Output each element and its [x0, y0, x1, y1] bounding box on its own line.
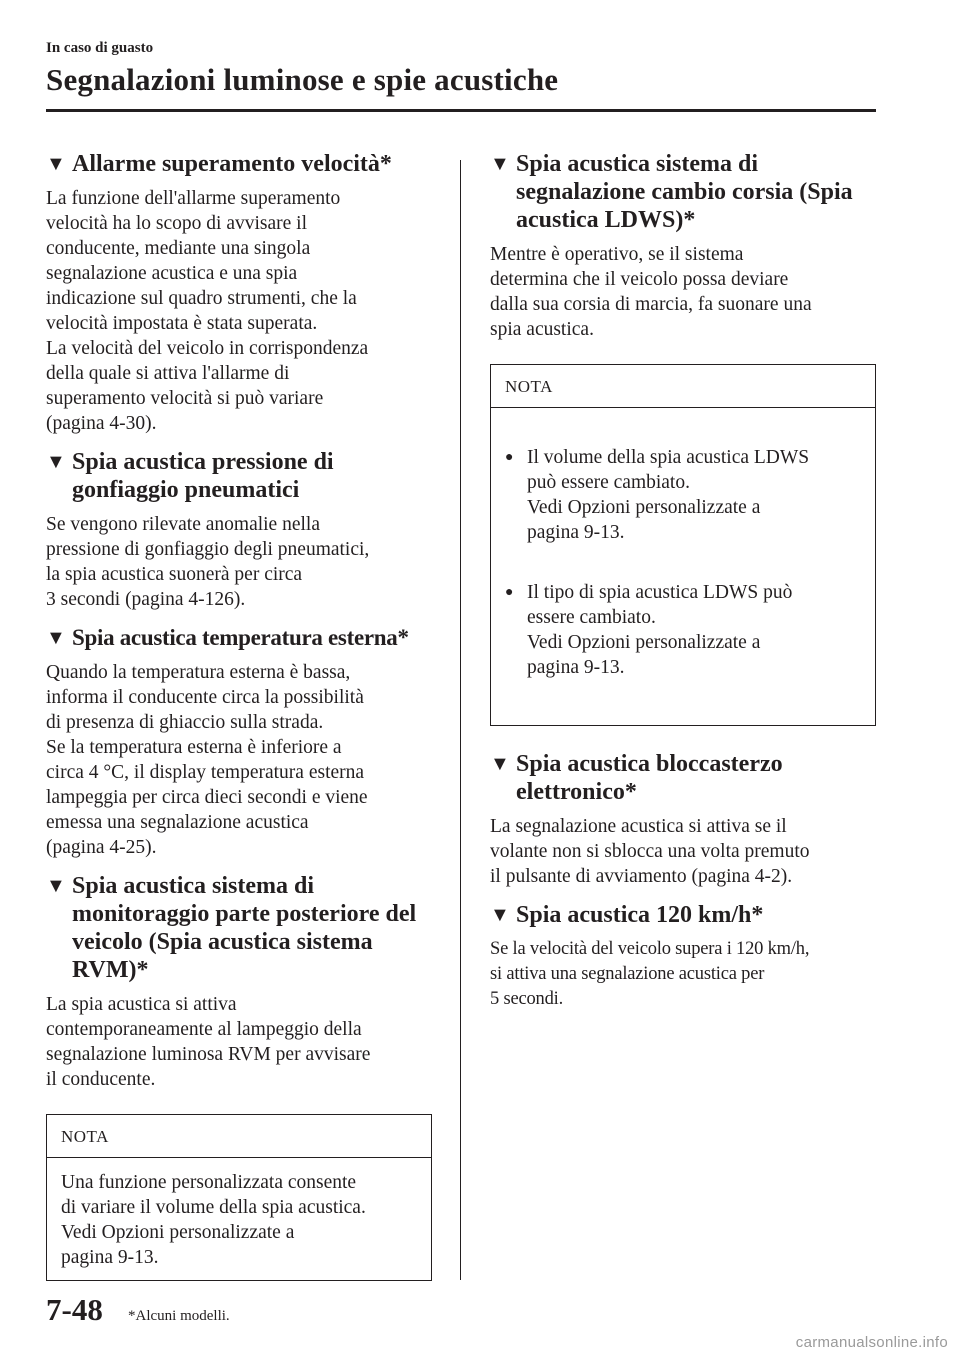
- section-heading-120kmh: ▼ Spia acustica 120 km/h*: [490, 902, 764, 928]
- section-body-rvm: La spia acustica si attiva contemporaneamente al lampeggio della segnalazione luminosa RVM per avvisare il conducente.: [46, 994, 371, 1090]
- page-title: Segnalazioni luminose e spie acustiche: [46, 62, 559, 97]
- section-body-steering-lock: La segnalazione acustica si attiva se il volante non si sblocca una volta premuto il pulsante di avviamento (pagina 4-2).: [490, 816, 810, 887]
- page-number: 7-48: [46, 1292, 103, 1327]
- triangle-down-icon: ▼: [46, 153, 66, 175]
- note-body: Una funzione personalizzata consente di variare il volume della spia acustica. Vedi Opzioni personalizzate a pagina 9-13.: [61, 1172, 366, 1268]
- section-heading-tire-pressure: ▼ Spia acustica pressione di gonfiaggio pneumatici: [46, 449, 334, 503]
- triangle-down-icon: ▼: [46, 451, 66, 473]
- section-body-speed-alarm: La funzione dell'allarme superamento velocità ha lo scopo di avvisare il conducente, mediante una singola segnalazione acustica e una spia indicazione sul quadro strumenti, che la velocità impostata è stata superata. La velocità del veicolo in corrispondenza della quale si attiva l'allarme di superamento velocità si può variare (pagina 4-30).: [46, 188, 369, 434]
- bullet-dot-icon: ●: [505, 450, 514, 465]
- footnote: *Alcuni modelli.: [128, 1308, 230, 1324]
- triangle-down-icon: ▼: [46, 627, 66, 649]
- section-body-120kmh: Se la velocità del veicolo supera i 120 km/h, si attiva una segnalazione acustica per 5 secondi.: [490, 939, 810, 1009]
- triangle-down-icon: ▼: [46, 875, 66, 897]
- column-divider: [460, 160, 461, 1280]
- bullet-dot-icon: ●: [505, 585, 514, 600]
- note-body: [491, 408, 875, 725]
- section-body-ldws: Mentre è operativo, se il sistema determina che il veicolo possa deviare dalla sua corsia di marcia, fa suonare una spia acustica.: [490, 244, 812, 340]
- triangle-down-icon: ▼: [490, 753, 510, 775]
- section-body-outside-temp: Quando la temperatura esterna è bassa, informa il conducente circa la possibilità di presenza di ghiaccio sulla strada. Se la temperatura esterna è inferiore a circa 4 °C, il display temperatura esterna lampeggia per circa dieci secondi e viene emessa una segnalazione acustica (pagina 4-25).: [46, 662, 368, 858]
- watermark: carmanualsonline.info: [795, 1334, 948, 1351]
- note-label: NOTA: [47, 1115, 431, 1158]
- note-bullet-item: [505, 445, 861, 545]
- section-heading-steering-lock: ▼ Spia acustica bloccasterzo elettronico*: [490, 751, 783, 805]
- section-heading-speed-alarm: ▼ Allarme superamento velocità*: [46, 151, 392, 177]
- note-bullet-item: [505, 580, 861, 680]
- note-bullet-text: Il volume della spia acustica LDWS può essere cambiato. Vedi Opzioni personalizzate a pagina 9-13.: [527, 447, 810, 543]
- triangle-down-icon: ▼: [490, 904, 510, 926]
- section-heading-outside-temp: ▼ Spia acustica temperatura esterna*: [46, 625, 409, 650]
- right-column: [490, 150, 876, 1024]
- section-body-tire-pressure: Se vengono rilevate anomalie nella pressione di gonfiaggio degli pneumatici, la spia acustica suonerà per circa 3 secondi (pagina 4-126).: [46, 514, 370, 610]
- section-heading-ldws: ▼ Spia acustica sistema di segnalazione cambio corsia (Spia acustica LDWS)*: [490, 151, 853, 233]
- breadcrumb: In caso di guasto: [46, 40, 154, 56]
- title-divider: [46, 109, 876, 112]
- note-box: [490, 364, 876, 726]
- note-box: [46, 1114, 432, 1281]
- note-bullet-text: Il tipo di spia acustica LDWS può essere cambiato. Vedi Opzioni personalizzate a pagina 9-13.: [527, 582, 793, 678]
- triangle-down-icon: ▼: [490, 153, 510, 175]
- left-column: [46, 150, 432, 1305]
- section-heading-rvm: ▼ Spia acustica sistema di monitoraggio parte posteriore del veicolo (Spia acustica sistema RVM)*: [46, 873, 417, 983]
- note-label: NOTA: [491, 365, 875, 408]
